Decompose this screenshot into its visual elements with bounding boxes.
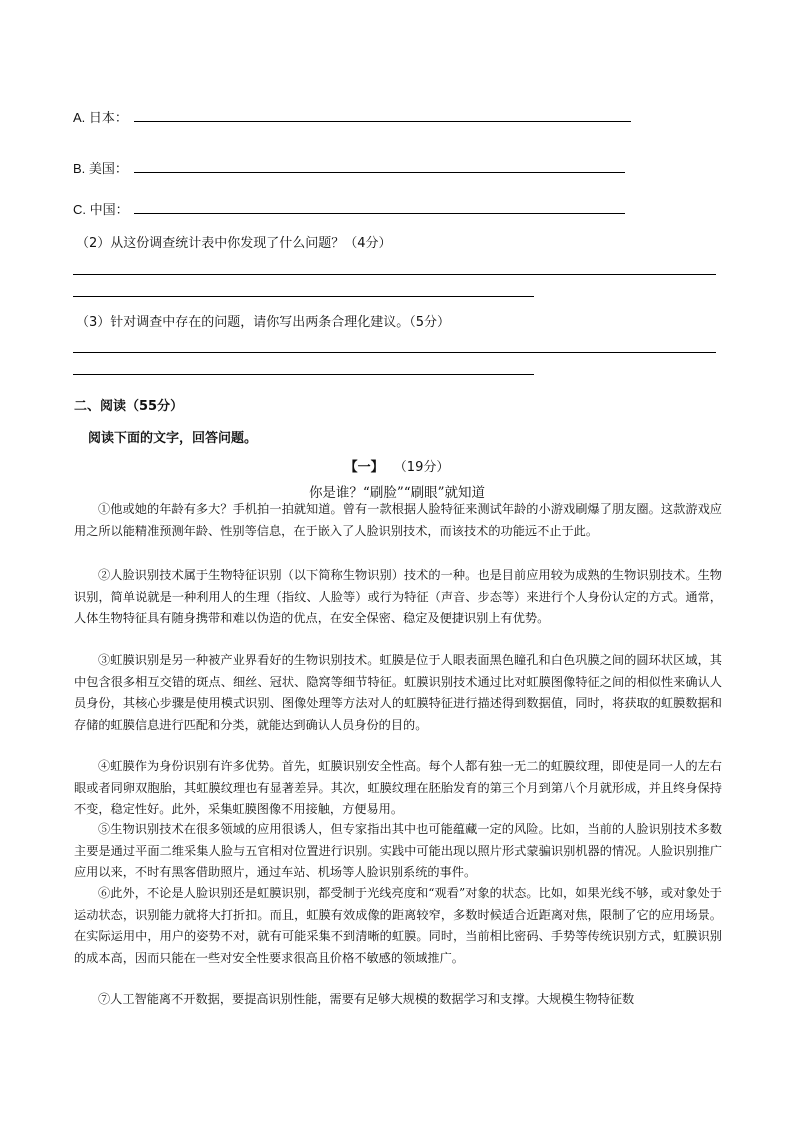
answer-label-japan: A. 日本： (73, 110, 128, 125)
paragraph-1: ①他或她的年龄有多大？手机拍一拍就知道。曾有一款根据人脸特征来测试年龄的小游戏刷爆了朋友圈。这款游戏应用之所以能精准预测年龄、性别等信息，在于嵌入了人脸识别技术，而该技术的功能远不止于此。 (74, 502, 722, 538)
section-instruction: 阅读下面的文字，回答问题。 (88, 431, 258, 446)
answer-label-china: C. 中国： (73, 202, 129, 217)
answer-label-usa: B. 美国： (73, 161, 128, 176)
part-heading (0, 456, 794, 475)
question-3: （3）针对调查中存在的问题，请你写出两条合理化建议。（5分） (76, 315, 451, 330)
answer-line-usa[interactable] (134, 172, 625, 173)
article-title: 你是谁？“刷脸”“刷眼”就知道 (308, 485, 486, 501)
paragraph-6: ⑥此外，不论是人脸识别还是虹膜识别，都受制于光线亮度和“观看”对象的状态。比如，如果光线不够，或对象处于运动状态，识别能力就将大打折扣。而且，虹膜有效成像的距离较窄，多数时候适合近距离对焦，限制了它的应用场景。在实际运用中，用户的姿势不对，就有可能采集不到清晰的虹膜。同时，当前相比密码、手势等传统识别方式，虹膜识别的成本高，因而只能在一些对安全性要求很高且价格不敏感的领域推广。 (74, 886, 722, 965)
answer-line-china[interactable] (134, 213, 625, 214)
part-label: 【一】 (344, 460, 384, 475)
answer-line-q2-2[interactable] (73, 296, 534, 297)
question-2: （2）从这份调查统计表中你发现了什么问题？（4分） (76, 236, 392, 251)
section-title: 二、阅读（55分） (74, 399, 184, 414)
part-score: （19分） (393, 460, 450, 475)
paragraph-3: ③虹膜识别是另一种被产业界看好的生物识别技术。虹膜是位于人眼表面黑色瞳孔和白色巩膜之间的圆环状区域，其中包含很多相互交错的斑点、细丝、冠状、隐窝等细节特征。虹膜识别技术通过比对虹膜图像特征之间的相似性来确认人员身份，其核心步骤是使用模式识别、图像处理等方法对人的虹膜特征进行描述得到数据值，同时，将获取的虹膜数据和存储的虹膜信息进行匹配和分类，就能达到确认人员身份的目的。 (74, 653, 722, 732)
paragraph-5: ⑤生物识别技术在很多领域的应用很诱人，但专家指出其中也可能蕴藏一定的风险。比如，当前的人脸识别技术多数主要是通过平面二维采集人脸与五官相对位置进行识别。实践中可能出现以照片形式蒙骗识别机器的情况。人脸识别推广应用以来，不时有黑客借助照片，通过车站、机场等人脸识别系统的事件。 (74, 822, 722, 880)
answer-line-japan[interactable] (134, 121, 631, 122)
answer-line-q2-1[interactable] (73, 274, 716, 275)
answer-line-q3-2[interactable] (73, 374, 534, 375)
paragraph-4: ④虹膜作为身份识别有许多优势。首先，虹膜识别安全性高。每个人都有独一无二的虹膜纹理，即使是同一人的左右眼或者同卵双胞胎，其虹膜纹理也有显著差异。其次，虹膜纹理在胚胎发育的第三个月到第八个月就形成，并且终身保持不变，稳定性好。此外，采集虹膜图像不用接触，方便易用。 (74, 759, 722, 817)
paragraph-2: ②人脸识别技术属于生物特征识别（以下简称生物识别）技术的一种。也是目前应用较为成熟的生物识别技术。生物识别，简单说就是一种利用人的生理（指纹、人脸等）或行为特征（声音、步态等）来进行个人身份认定的方式。通常，人体生物特征具有随身携带和难以伪造的优点，在安全保密、稳定及便捷识别上有优势。 (74, 568, 722, 626)
paragraph-7: ⑦人工智能离不开数据，要提高识别性能，需要有足够大规模的数据学习和支撑。大规模生物特征数 (98, 992, 635, 1006)
answer-line-q3-1[interactable] (73, 352, 716, 353)
